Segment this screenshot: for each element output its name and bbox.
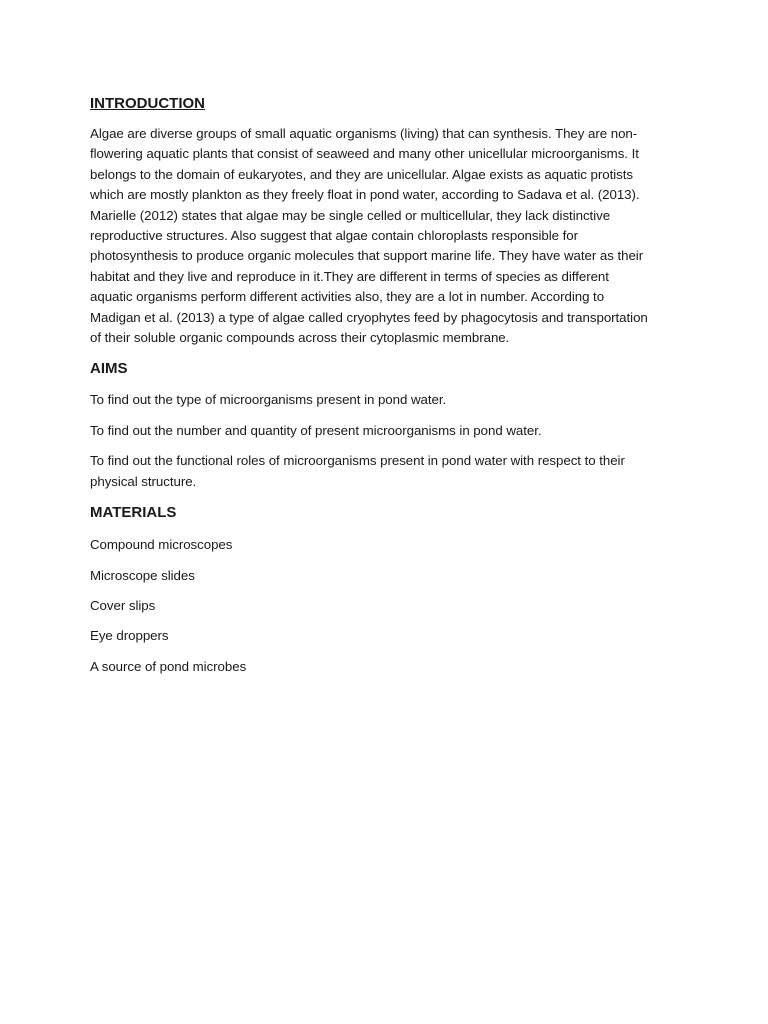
aims-heading: AIMS: [90, 360, 128, 378]
paragraph-line: Algae are diverse groups of small aquatic organisms (living) that can synthesis. They are non-: [90, 126, 638, 141]
paragraph-line: aquatic organisms perform different activities also, they are a lot in number. According to: [90, 289, 605, 305]
paragraph-line: of their soluble organic compounds across their cytoplasmic membrane.: [90, 330, 510, 346]
material-item: Compound microscopes: [90, 537, 233, 553]
paragraph-line: flowering aquatic plants that consist of seaweed and many other unicellular microorganisms. It: [90, 146, 639, 162]
aim-line: To find out the type of microorganisms present in pond water.: [90, 392, 447, 408]
paragraph-line: habitat and they live and reproduce in it.They are different in terms of species as different: [90, 268, 609, 284]
aim-item: [90, 390, 680, 410]
paragraph-line: reproductive structures. Also suggest that algae contain chloroplasts responsible for: [90, 228, 579, 244]
aim-item: [90, 451, 680, 492]
paragraph-line: photosynthesis to produce organic molecules that support marine life. They have water as their: [90, 248, 644, 264]
aim-line: To find out the functional roles of microorganisms present in pond water with respect to their: [90, 453, 625, 469]
aim-line: To find out the number and quantity of present microorganisms in pond water.: [90, 422, 542, 438]
document-page: [90, 94, 680, 677]
introduction-heading: INTRODUCTION: [90, 95, 205, 112]
paragraph-line: which are mostly plankton as they freely float in pond water, according to Sadava et al. (2013).: [90, 187, 640, 203]
paragraph-line: Marielle (2012) states that algae may be single celled or multicellular, they lack distinctive: [90, 207, 611, 223]
material-item: A source of pond microbes: [90, 658, 247, 674]
material-item: Cover slips: [90, 597, 156, 613]
paragraph-line: belongs to the domain of eukaryotes, and they are unicellular. Algae exists as aquatic protists: [90, 166, 633, 182]
materials-heading: MATERIALS: [90, 504, 177, 522]
material-item: Microscope slides: [90, 567, 195, 583]
material-item: Eye droppers: [90, 628, 169, 644]
introduction-paragraph: [90, 124, 680, 348]
paragraph-line: Madigan et al. (2013) a type of algae called cryophytes feed by phagocytosis and transportation: [90, 309, 648, 325]
aim-item: [90, 421, 680, 441]
aim-line: physical structure.: [90, 473, 197, 489]
